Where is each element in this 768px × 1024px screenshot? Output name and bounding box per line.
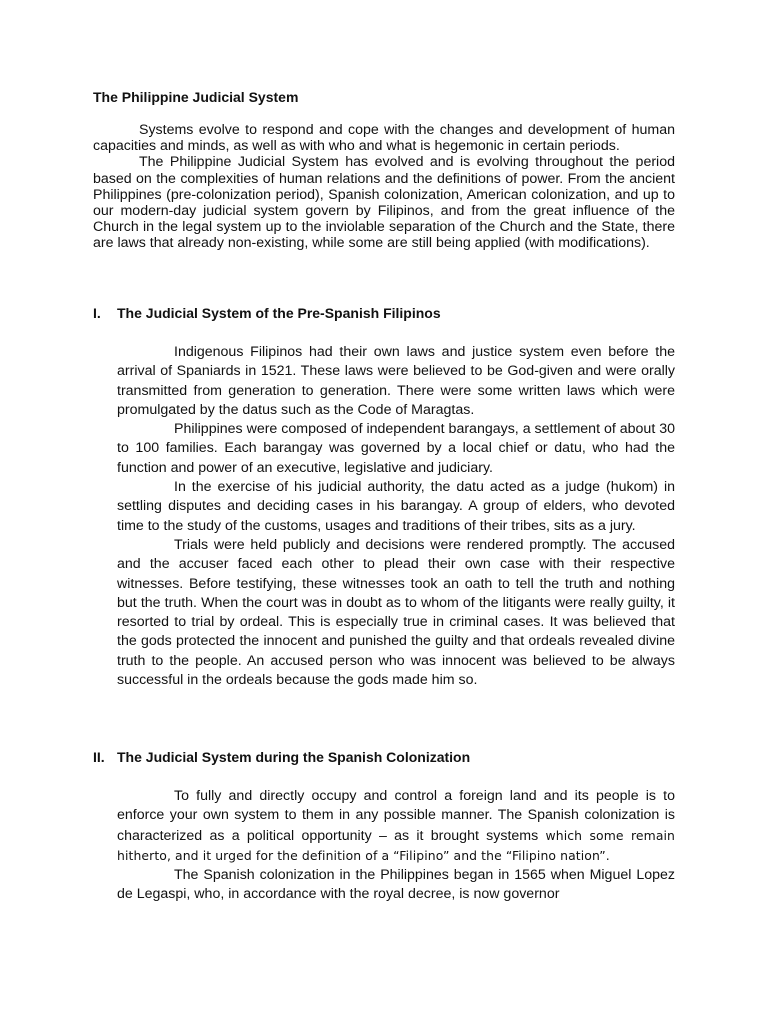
body-paragraph-barangays	[117, 420, 675, 478]
section-body-pre-spanish	[117, 343, 675, 690]
section-heading-text: The Judicial System during the Spanish Colonization	[117, 749, 471, 765]
intro-paragraph: The Philippine Judicial System has evolved and is evolving throughout the period based on the complexities of human relations and the definitions of power. From the ancient Philippines (pre-colonization period), Spanish colonization, American colonization, and up to our modern-day judicial system govern by Filipinos, and from the great influence of the Church in the legal system up to the inviolable separation of the Church and the State, there are laws that already non-existing, while some are still being applied (with modifications).	[93, 154, 675, 252]
section-heading-pre-spanish	[93, 304, 441, 322]
document-title: The Philippine Judicial System	[93, 89, 299, 105]
section-heading-text: The Judicial System of the Pre-Spanish Filipinos	[117, 305, 441, 321]
body-paragraph	[117, 787, 675, 866]
section-number: I.	[93, 305, 101, 321]
body-text: Philippines were composed of independent barangays, a settlement of about 30 to 100 families. Each barangay was governed by a local chief or datu, who had the function and power of an executive, legislative and judiciary.	[117, 421, 675, 476]
body-paragraph: The Spanish colonization in the Philippines began in 1565 when Miguel Lopez de Legaspi, who, in accordance with the royal decree, is now governor	[117, 867, 675, 903]
section-body-spanish	[117, 787, 675, 905]
section-heading-spanish	[93, 748, 470, 766]
section-number: II.	[93, 749, 105, 765]
body-paragraph: Indigenous Filipinos had their own laws and justice system even before the arrival of Spaniards in 1521. These laws were believed to be God-given and were orally transmitted from generation to generation. There were some written laws which were promulgated by the datus such as the Code of Maragtas.	[117, 344, 675, 418]
intro-paragraph: Systems evolve to respond and cope with the changes and development of human capacities and minds, as well as with who and what is hegemonic in certain periods.	[93, 122, 675, 155]
body-text-alt-font: which some remain hitherto, and it urged for the definition of a “Filipino” and the “Filipino nation”.	[117, 827, 676, 863]
body-text: To fully and directly occupy and control a foreign land and its people is to enforce your own system to them in any possible manner. The Spanish colonization is characterized as a political opportunity – as it brought systems	[117, 788, 675, 844]
body-paragraph: Trials were held publicly and decisions were rendered promptly. The accused and the accuser faced each other to plead their own case with their respective witnesses. Before testifying, these witnesses took an oath to tell the truth and nothing but the truth. When the court was in doubt as to whom of the litigants were really guilty, it resorted to trial by ordeal. This is especially true in criminal cases. It was believed that the gods protected the innocent and punished the guilty and that ordeals revealed divine truth to the people. An accused person who was innocent was believed to be always successful in the ordeals because the gods made him so.	[117, 536, 675, 689]
intro-block	[93, 122, 675, 252]
body-paragraph: In the exercise of his judicial authority, the datu acted as a judge (hukom) in settling disputes and deciding cases in his barangay. A group of elders, who devoted time to the study of the customs, usages and traditions of their tribes, sits as a jury.	[117, 479, 675, 534]
